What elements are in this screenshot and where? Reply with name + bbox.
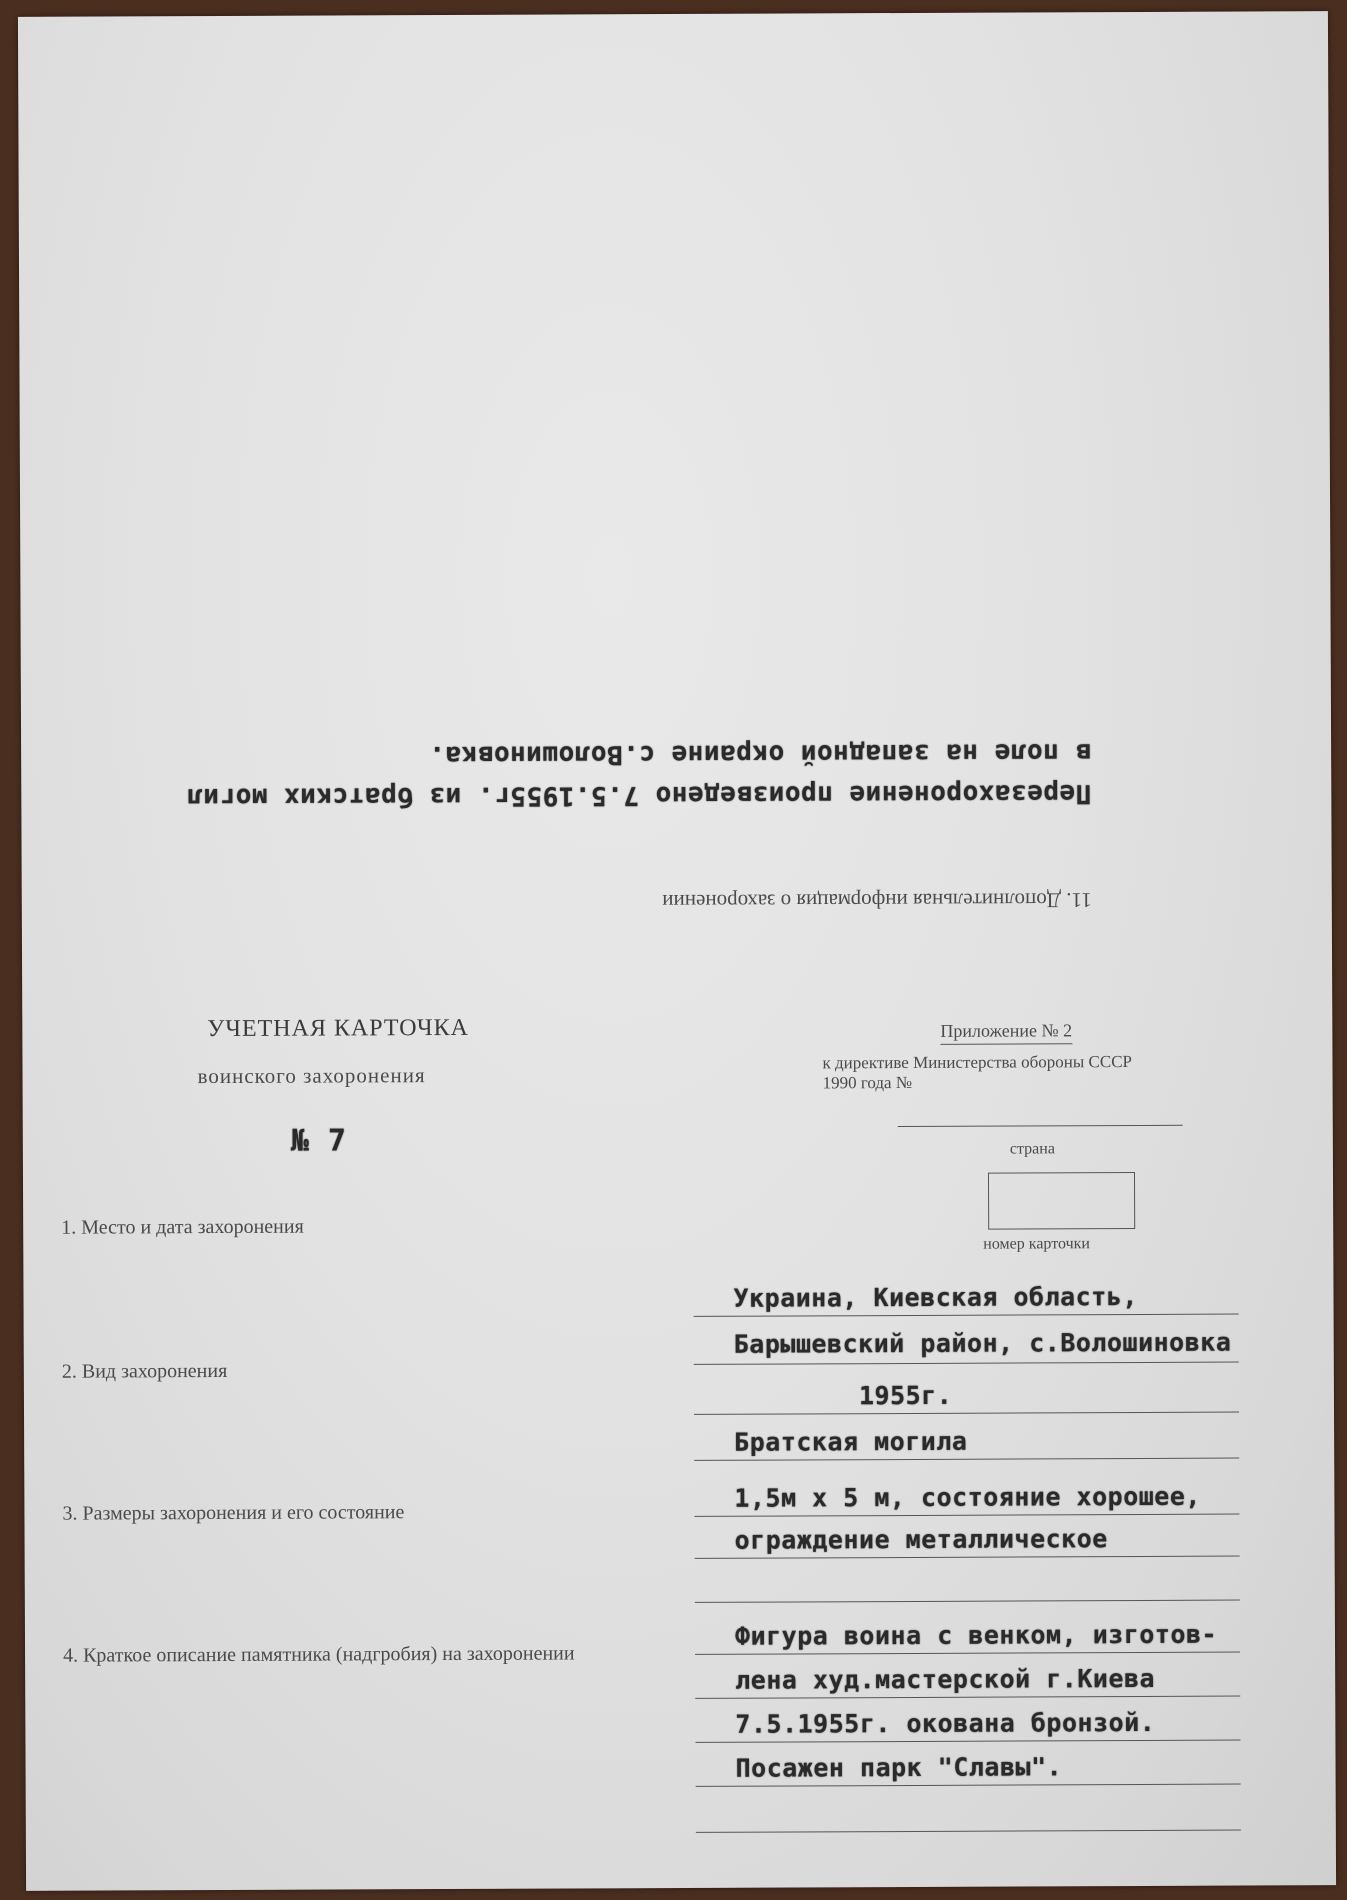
back-side-block	[171, 702, 1172, 926]
field-1-rule-2	[694, 1362, 1239, 1365]
field-4-value-1: Фигура воина с венком, изготов-	[734, 1619, 1218, 1651]
card-number: № 7	[290, 1123, 347, 1159]
field-3-rule-2	[695, 1556, 1240, 1559]
country-line	[898, 1125, 1183, 1127]
country-caption: страна	[1009, 1140, 1055, 1158]
back-side-typed-line-2: в поле на западной окраине с.Волошиновка.	[428, 737, 1092, 771]
field-3-value-1: 1,5м х 5 м, состояние хорошее,	[734, 1481, 1201, 1513]
field-4-rule-4	[696, 1784, 1241, 1787]
field-3-rule-1	[694, 1514, 1239, 1517]
field-3-rule-3	[695, 1600, 1240, 1603]
card-number-box	[988, 1172, 1135, 1230]
appendix-label: Приложение № 2	[940, 1020, 1072, 1045]
card-subtitle: воинского захоронения	[197, 1063, 426, 1089]
back-side-typed-line-1: Перезахоронение произведено 7.5.1955г. из братских могил	[186, 778, 1092, 813]
field-2-value-1: Братская могила	[734, 1426, 968, 1457]
field-1-rule-1	[694, 1314, 1239, 1317]
field-1-value-3: 1955г.	[858, 1380, 953, 1411]
field-4-rule-5	[696, 1830, 1241, 1833]
card-number-caption: номер карточки	[983, 1235, 1090, 1253]
field-4-value-4: Посажен парк "Славы".	[735, 1752, 1063, 1783]
card-title: УЧЕТНАЯ КАРТОЧКА	[207, 1014, 469, 1043]
field-4-rule-2	[695, 1696, 1240, 1699]
field-2-rule-1	[694, 1458, 1239, 1461]
field-4-rule-1	[695, 1652, 1240, 1655]
field-3-label: 3. Размеры захоронения и его состояние	[62, 1501, 405, 1525]
field-4-value-3: 7.5.1955г. окована бронзой.	[735, 1707, 1156, 1739]
field-4-rule-3	[695, 1740, 1240, 1743]
record-card-sheet	[18, 11, 1336, 1891]
field-1-value-2: Барышевский район, с.Волошиновка	[733, 1327, 1232, 1359]
field-3-value-2: ограждение металлическое	[734, 1524, 1108, 1555]
appendix-line-1: к директиве Министерства обороны СССР	[822, 1052, 1133, 1073]
field-4-label: 4. Краткое описание памятника (надгробия) на захоронении	[63, 1642, 575, 1667]
field-1-rule-3	[694, 1412, 1239, 1415]
field-1-value-1: Украина, Киевская область,	[733, 1281, 1138, 1313]
field-2-label: 2. Вид захоронения	[61, 1359, 228, 1383]
field-4-value-2: лена худ.мастерской г.Киева	[735, 1663, 1156, 1695]
back-side-section-label: 11. Дополнительная информация о захоронении	[662, 888, 1092, 915]
field-1-label: 1. Место и дата захоронения	[61, 1215, 304, 1239]
appendix-line-2: 1990 года №	[822, 1072, 913, 1093]
